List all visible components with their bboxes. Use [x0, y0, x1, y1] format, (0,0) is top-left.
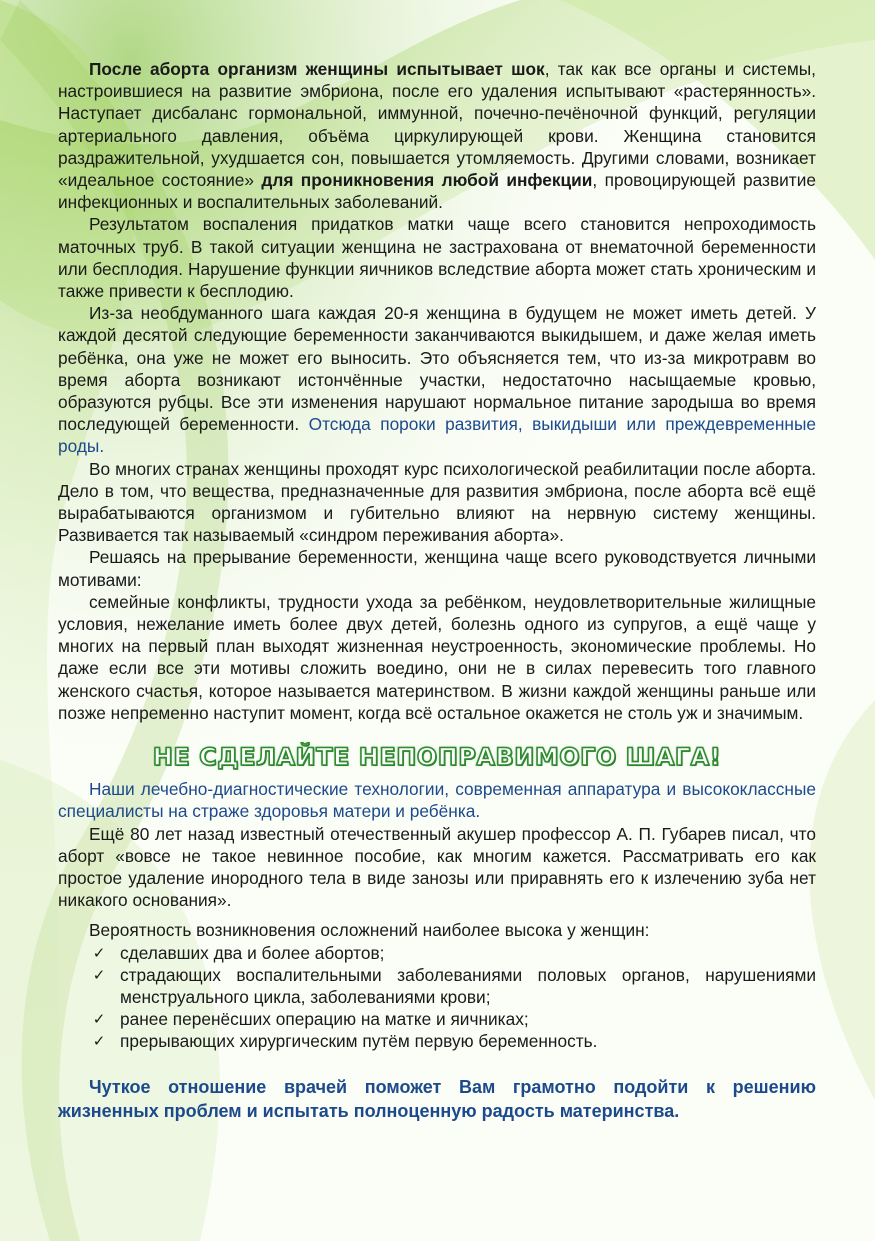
risk-list: [58, 942, 816, 1053]
paragraph-clinic-technologies: Наши лечебно-диагностические технологии, современная аппаратура и высококлассные специалисты на страже здоровья матери и ребёнка.: [58, 779, 816, 822]
list-item-text: сделавших два и более абортов;: [120, 942, 385, 963]
list-item-text: страдающих воспалительными заболеваниями половых органов, нарушениями менструального цикла, заболеваниями крови;: [120, 964, 816, 1007]
list-item: [58, 1030, 816, 1052]
list-item: [58, 964, 816, 1008]
bold-phrase-infection: для проникновения любой инфекции: [261, 170, 593, 191]
bold-phrase-shock: После аборта организм женщины испытывает шок: [89, 59, 545, 79]
paragraph-text: , так как все органы и системы, настроившиеся на развитие эмбриона, после его удаления испытывают «растерянность». Наступает дисбаланс гормональной, иммунной, почечно-печёночной функций, регуляции артериального давления, объёма циркулирующей крови. Женщина становится раздражительной, ухудшается сон, повышается утомляемость. Другими словами, возникает «идеальное состояние»: [58, 59, 816, 191]
checkmark-icon: ✓: [92, 1010, 106, 1029]
paragraph-motives-intro: Решаясь на прерывание беременности, женщина чаще всего руководствуется личными мотивами:: [58, 547, 816, 590]
paragraph-motives: семейные конфликты, трудности ухода за ребёнком, неудовлетворительные жилищные условия, нежелание иметь более двух детей, болезнь одного из супругов, а ещё чаще у многих на первый план выходят жизненная неустроенность, экономические проблемы. Но даже если все эти мотивы сложить воедино, они не в силах перевесить того главного женского счастья, которое называется материнством. В жизни каждой женщины раньше или позже непременно наступит момент, когда всё остальное окажется не столь уж и значимым.: [58, 591, 816, 723]
closing-statement: Чуткое отношение врачей поможет Вам грамотно подойти к решению жизненных проблем и испытать полноценную радость материнства.: [58, 1076, 816, 1121]
list-item-text: ранее перенёсших операцию на матке и яичниках;: [120, 1009, 529, 1030]
checkmark-icon: ✓: [92, 943, 106, 962]
paragraph-consequences: [58, 302, 816, 457]
list-item: [58, 1008, 816, 1030]
list-item-text: прерывающих хирургическим путём первую беременность.: [120, 1031, 598, 1052]
list-item: [58, 942, 816, 964]
paragraph-abortion-shock: [58, 58, 816, 213]
paragraph-text: Из-за необдуманного шага каждая 20-я женщина в будущем не может иметь детей. У каждой десятой следующие беременности заканчиваются выкидышем, и даже желая иметь ребёнка, она уже не может его выносить. Это объясняется тем, что из-за микротравм во время аборта возникают истончённые участки, недостаточно насыщаемые кровью, образуются рубцы. Все эти изменения нарушают нормальное питание зародыша во время последующей беременности.: [58, 303, 816, 435]
paragraph-rehabilitation: Во многих странах женщины проходят курс психологической реабилитации после аборта. Дело в том, что вещества, предназначенные для развития эмбриона, после аборта всё ещё вырабатываются организмом и губительно влияют на нервную систему женщины. Развивается так называемый «синдром переживания аборта».: [58, 458, 816, 546]
paragraph-risk-intro: Вероятность возникновения осложнений наиболее высока у женщин:: [89, 920, 650, 941]
checkmark-icon: ✓: [92, 965, 106, 984]
highlight-defects: Отсюда пороки развития, выкидыши или преждевременные роды.: [58, 414, 816, 457]
article-body: [58, 58, 816, 1123]
paragraph-gubarev-quote: Ещё 80 лет назад известный отечественный акушер профессор А. П. Губарев писал, что аборт «вовсе не такое невинное пособие, как многим кажется. Рассматривать его как простое удаление инородного тела в виде занозы или приравнять его к излечению зуба нет никакого основания».: [58, 823, 816, 911]
checkmark-icon: ✓: [92, 1032, 106, 1051]
section-heading: НЕ СДЕЛАЙТЕ НЕПОПРАВИМОГО ШАГА!: [152, 743, 722, 772]
paragraph-text: , провоцирующей развитие инфекционных и воспалительных заболеваний.: [58, 170, 816, 213]
paragraph-infertility: Результатом воспаления придатков матки чаще всего становится непроходимость маточных труб. В такой ситуации женщина не застрахована от внематочной беременности или бесплодия. Нарушение функции яичников вследствие аборта может стать хроническим и также привести к бесплодию.: [58, 214, 816, 302]
